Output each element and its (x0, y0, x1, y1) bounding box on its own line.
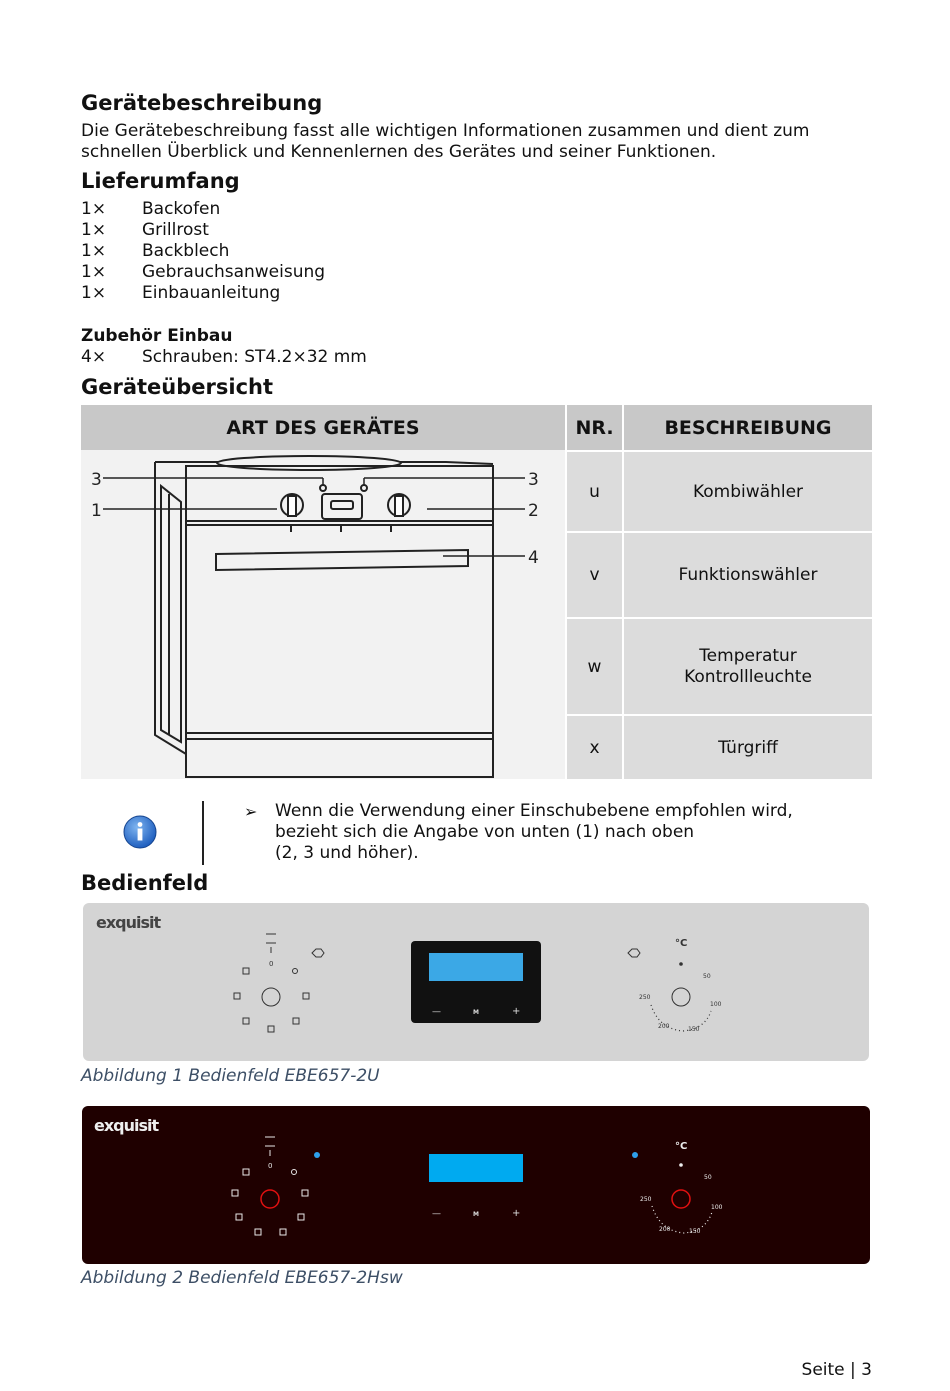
temperature-knob[interactable] (672, 988, 690, 1006)
list-item: 1× Einbauanleitung (81, 283, 281, 303)
temp-50: 50 (703, 973, 711, 980)
section-title-lieferumfang: Lieferumfang (81, 169, 240, 193)
celsius-label: °C (675, 1141, 688, 1152)
intro-text-line-2: schnellen Überblick und Kennenlernen des Gerätes und seiner Funktionen. (81, 142, 717, 162)
note-text: Wenn die Verwendung einer Einschubebene empfohlen wird, bezieht sich die Angabe von unten (1) nach oben (2, 3 und höher). (275, 801, 793, 863)
row-desc-kombiwaehler: Kombiwähler (624, 452, 872, 531)
intro-text-line-1: Die Gerätebeschreibung fasst alle wichtigen Informationen zusammen und dient zum (81, 121, 810, 141)
mode-icon (234, 993, 240, 999)
indicator-lamp-icon (628, 949, 640, 957)
control-panel-dark (82, 1106, 870, 1264)
temp-150: 150 (689, 1228, 701, 1235)
mode-icon (243, 1169, 249, 1175)
header-nr: NR. (567, 405, 622, 450)
zero-label: 0 (268, 1162, 273, 1170)
mode-icon (280, 1229, 286, 1235)
mode-icon (255, 1229, 261, 1235)
display-plus-button[interactable]: + (512, 1208, 521, 1219)
list-item: 1× Backblech (81, 241, 230, 261)
section-title-bedienfeld: Bedienfeld (81, 871, 209, 895)
list-item: 1× Backofen (81, 199, 221, 219)
combi-knob[interactable] (261, 1190, 279, 1208)
callout-1: 1 (91, 501, 102, 521)
temp-250: 250 (639, 994, 651, 1001)
mode-icon (243, 968, 249, 974)
temp-200: 200 (658, 1023, 670, 1030)
overview-table (81, 405, 872, 779)
zero-label: 0 (269, 960, 274, 968)
callout-3-right: 3 (528, 470, 539, 490)
control-panel-light (83, 903, 869, 1061)
brand-logo: exquisit (94, 1116, 159, 1135)
row-desc-temperatur: Temperatur Kontrollleuchte (624, 619, 872, 714)
mode-icon (236, 1214, 242, 1220)
row-desc-funktionswaehler: Funktionswähler (624, 533, 872, 617)
temp-250: 250 (640, 1196, 652, 1203)
callout-3-left: 3 (91, 470, 102, 490)
info-icon (122, 814, 158, 850)
section-title-geraetebeschreibung: Gerätebeschreibung (81, 91, 323, 115)
section-title-uebersicht: Geräteübersicht (81, 375, 274, 399)
callout-2: 2 (528, 501, 539, 521)
list-item: 4× Schrauben: ST4.2×32 mm (81, 347, 367, 367)
row-nr-u: u (567, 452, 622, 531)
display-m-button[interactable]: M (473, 1211, 479, 1218)
caption-panel-1: Abbildung 1 Bedienfeld EBE657-2U (81, 1066, 380, 1086)
caption-panel-2: Abbildung 2 Bedienfeld EBE657-2Hsw (81, 1268, 403, 1288)
temperature-knob[interactable] (672, 1190, 690, 1208)
mode-icon (293, 1018, 299, 1024)
mode-icon (243, 1018, 249, 1024)
list-item: 1× Grillrost (81, 220, 209, 240)
arrow-bullet-icon: ➢ (244, 802, 258, 821)
defrost-icon (293, 969, 298, 974)
page-number: Seite | 3 (801, 1360, 872, 1380)
combi-knob[interactable] (262, 988, 280, 1006)
indicator-lamp-icon (312, 949, 324, 957)
display-plus-button[interactable]: + (512, 1006, 521, 1017)
subhead-zubehoer: Zubehör Einbau (81, 326, 233, 346)
header-beschreibung: BESCHREIBUNG (624, 405, 872, 450)
temp-150: 150 (688, 1026, 700, 1033)
row-nr-w: w (567, 619, 622, 714)
mode-icon (298, 1214, 304, 1220)
temp-100: 100 (711, 1204, 723, 1211)
temp-50: 50 (704, 1174, 712, 1181)
display-screen (429, 1154, 523, 1182)
celsius-label: °C (675, 938, 688, 949)
row-nr-x: x (567, 716, 622, 779)
defrost-icon (292, 1170, 297, 1175)
note-divider (202, 801, 204, 865)
mode-icon (268, 1026, 274, 1032)
lieferumfang-list (81, 199, 581, 304)
temp-200: 200 (659, 1226, 671, 1233)
list-item: 1× Gebrauchsanweisung (81, 262, 326, 282)
oven-drawing (81, 450, 565, 779)
zubehoer-list (81, 347, 581, 368)
oven-illustration (81, 450, 565, 779)
indicator-lamp-icon (632, 1152, 638, 1158)
display-minus-button[interactable]: — (432, 1209, 441, 1219)
display-minus-button[interactable]: — (432, 1007, 441, 1017)
display-m-button[interactable]: M (473, 1009, 479, 1016)
row-desc-tuergriff: Türgriff (624, 716, 872, 779)
temp-100: 100 (710, 1001, 722, 1008)
mode-icon (302, 1190, 308, 1196)
callout-4: 4 (528, 548, 539, 568)
indicator-lamp-icon (314, 1152, 320, 1158)
display-screen (429, 953, 523, 981)
brand-logo: exquisit (96, 913, 161, 932)
mode-icon (232, 1190, 238, 1196)
row-nr-v: v (567, 533, 622, 617)
header-art: ART DES GERÄTES (81, 405, 565, 450)
mode-icon (303, 993, 309, 999)
